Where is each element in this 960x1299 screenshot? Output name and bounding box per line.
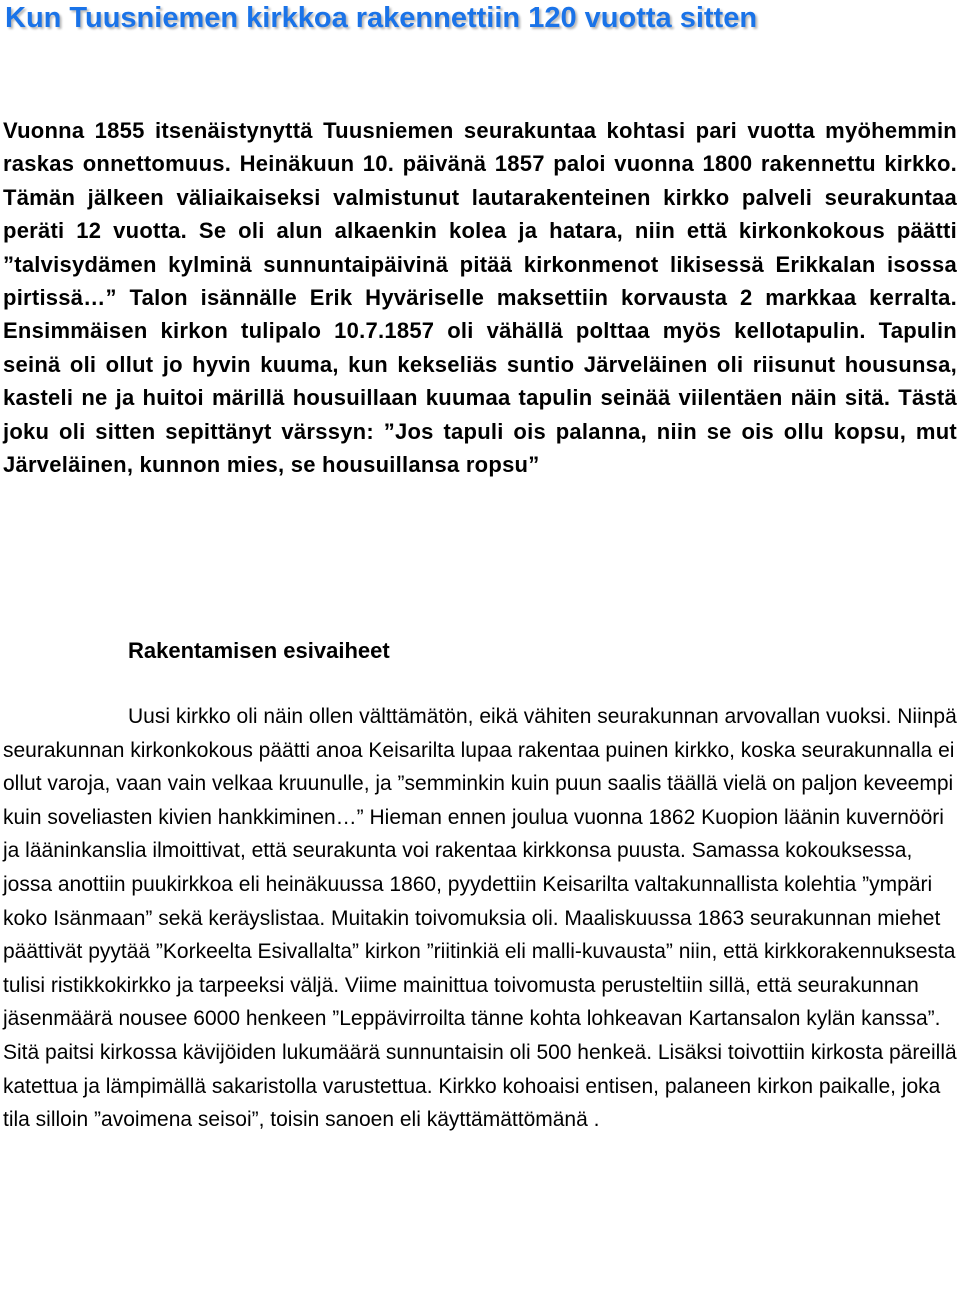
section-paragraph-text: Uusi kirkko oli näin ollen välttämätön, eikä vähiten seurakunnan arvovallan vuoksi. Niinpä seurakunnan kirkonkokous päätti anoa Keisarilta lupaa rakentaa puinen kirkko, koska seurakunnalla ei ollut varoja, vaan vain velkaa kruunulle, ja ”semminkin kuin puun saalis täällä vielä on paljon keveempi kuin soveliasten kivien hankkiminen…” Hieman ennen joulua vuonna 1862 Kuopion läänin kuvernööri ja lääninkanslia ilmoittivat, että seurakunta voi rakentaa kirkkonsa puusta. Samassa kokouksessa, jossa anottiin puukirkkoa eli heinäkuussa 1860, pyydettiin Keisarilta valtakunnallista kolehtia ”ympäri koko Isänmaan” sekä keräyslistaa. Muitakin toivomuksia oli. Maaliskuussa 1863 seurakunnan miehet päättivät pyytää ”Korkeelta Esivallalta” kirkon ”riitinkiä eli malli-kuvausta” niin, että kirkkorakennuksesta tulisi ristikkokirkko ja tarpeeksi väljä. Viime mainittua toivomusta perusteltiin sillä, että seurakunnan jäsenmäärä nousee 6000 henkeen ”Leppävirroilta tänne kohta lohkeavan Kartansalon kylän kanssa”. Sitä paitsi kirkossa kävijöiden lukumäärä sunnuntaisin oli 500 henkeä. Lisäksi toivottiin kirkosta päreillä katettua ja lämpimällä sakaristolla varustettua. Kirkko kohoaisi entisen, palaneen kirkon paikalle, joka tila silloin ”avoimena seisoi”, toisin sanoen eli käyttämättömänä . <box>3 705 957 1132</box>
intro-paragraph: Vuonna 1855 itsenäistynyttä Tuusniemen seurakuntaa kohtasi pari vuotta myöhemmin raskas onnettomuus. Heinäkuun 10. päivänä 1857 paloi vuonna 1800 rakennettu kirkko. Tämän jälkeen väliaikaiseksi valmistunut lautarakenteinen kirkko palveli seurakuntaa peräti 12 vuotta. Se oli alun alkaenkin kolea ja hatara, niin että kirkonkokous päätti ”talvisydämen kylminä sunnuntaipäivinä pitää kirkonmenot likisessä Erikkalan isossa pirtissä…” Talon isännälle Erik Hyväriselle maksettiin korvausta 2 markkaa kerralta. Ensimmäisen kirkon tulipalo 10.7.1857 oli vähällä polttaa myös kellotapulin. Tapulin seinä oli ollut jo hyvin kuuma, kun kekseliäs suntio Järveläinen oli riisunut housunsa, kasteli ne ja huitoi märillä housuillaan kuumaa tapulin seinää viilentäen näin sitä. Tästä joku oli sitten sepittänyt värssyn: ”Jos tapuli ois palanna, niin se ois ollu kopsu, mut Järveläinen, kunnon mies, se housuillansa ropsu” <box>3 118 957 478</box>
page-title: Kun Tuusniemen kirkkoa rakennettiin 120 vuotta sitten <box>5 2 758 34</box>
section-heading: Rakentamisen esivaiheet <box>128 638 390 663</box>
section-paragraph <box>3 700 957 1137</box>
